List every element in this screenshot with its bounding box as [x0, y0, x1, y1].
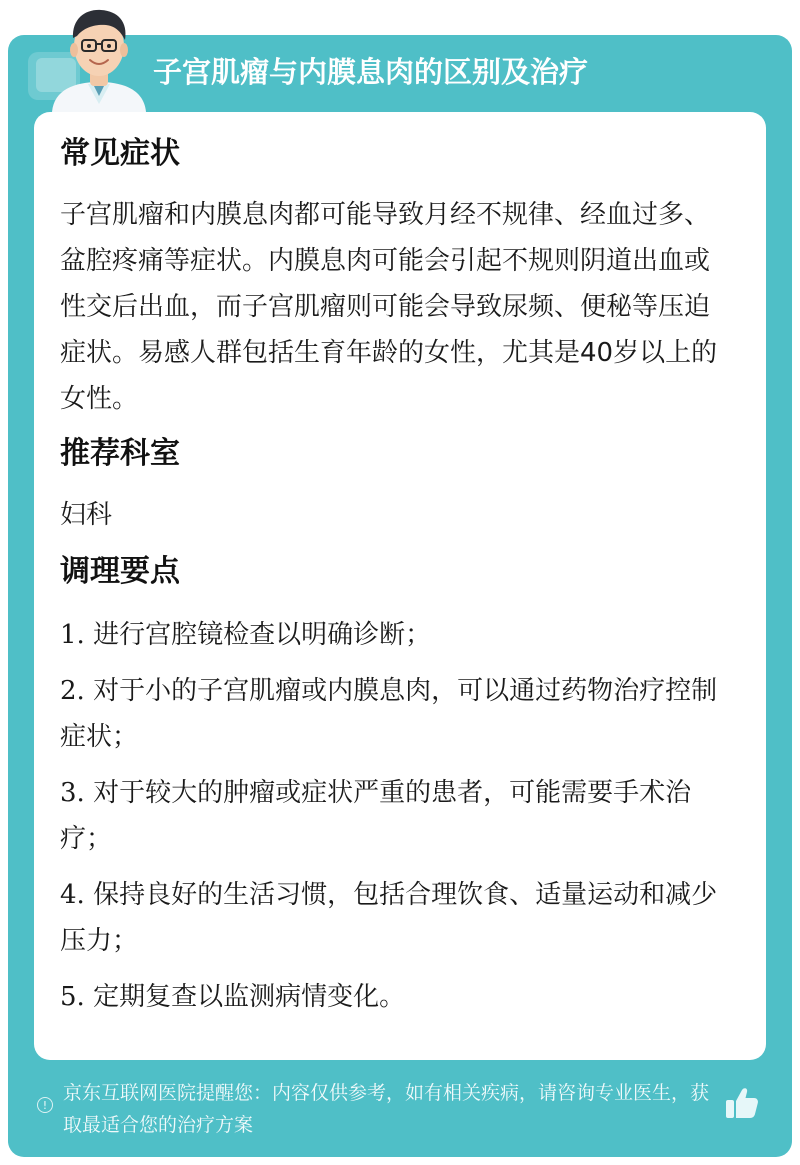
- section-body-department: 妇科: [60, 500, 113, 530]
- section-body-symptoms: 子宫肌瘤和内膜息肉都可能导致月经不规律、经血过多、盆腔疼痛等症状。内膜息肉可能会引起不规则阴道出血或性交后出血，而子宫肌瘤则可能会导致尿频、便秘等压迫症状。易感人群包括生育年龄的女性，尤其是40岁以上的女性。: [60, 200, 718, 414]
- list-item-text: 定期复查以监测病情变化。: [84, 982, 406, 1012]
- list-item: [60, 974, 724, 1020]
- list-item-number: 5.: [60, 982, 85, 1012]
- list-item: [60, 612, 724, 658]
- list-item-number: 1.: [60, 620, 85, 650]
- footer-notice: 京东互联网医院提醒您：内容仅供参考，如有相关疾病，请咨询专业医生，获取最适合您的治疗方案: [63, 1082, 710, 1136]
- list-item-number: 3.: [60, 778, 85, 808]
- list-item-text: 进行宫腔镜检查以明确诊断；: [84, 620, 432, 650]
- section-title-symptoms: 常见症状: [60, 136, 180, 171]
- info-icon: !: [37, 1097, 53, 1113]
- care-list: [60, 612, 724, 1020]
- list-item-number: 2.: [60, 676, 85, 706]
- thumbs-up-icon[interactable]: [722, 1083, 762, 1123]
- list-item-text: 对于小的子宫肌瘤或内膜息肉，可以通过药物治疗控制症状；: [60, 676, 718, 752]
- list-item: [60, 770, 724, 862]
- page-title: 子宫肌瘤与内膜息肉的区别及治疗: [153, 55, 589, 89]
- list-item: [60, 668, 724, 760]
- list-item: [60, 872, 724, 964]
- section-title-department: 推荐科室: [60, 436, 180, 471]
- doctor-avatar: [44, 0, 154, 112]
- list-item-number: 4.: [60, 880, 85, 910]
- content-card: [34, 112, 766, 1060]
- list-item-text: 对于较大的肿瘤或症状严重的患者，可能需要手术治疗；: [60, 778, 692, 854]
- section-title-care: 调理要点: [60, 554, 180, 589]
- list-item-text: 保持良好的生活习惯，包括合理饮食、适量运动和减少压力；: [60, 880, 718, 956]
